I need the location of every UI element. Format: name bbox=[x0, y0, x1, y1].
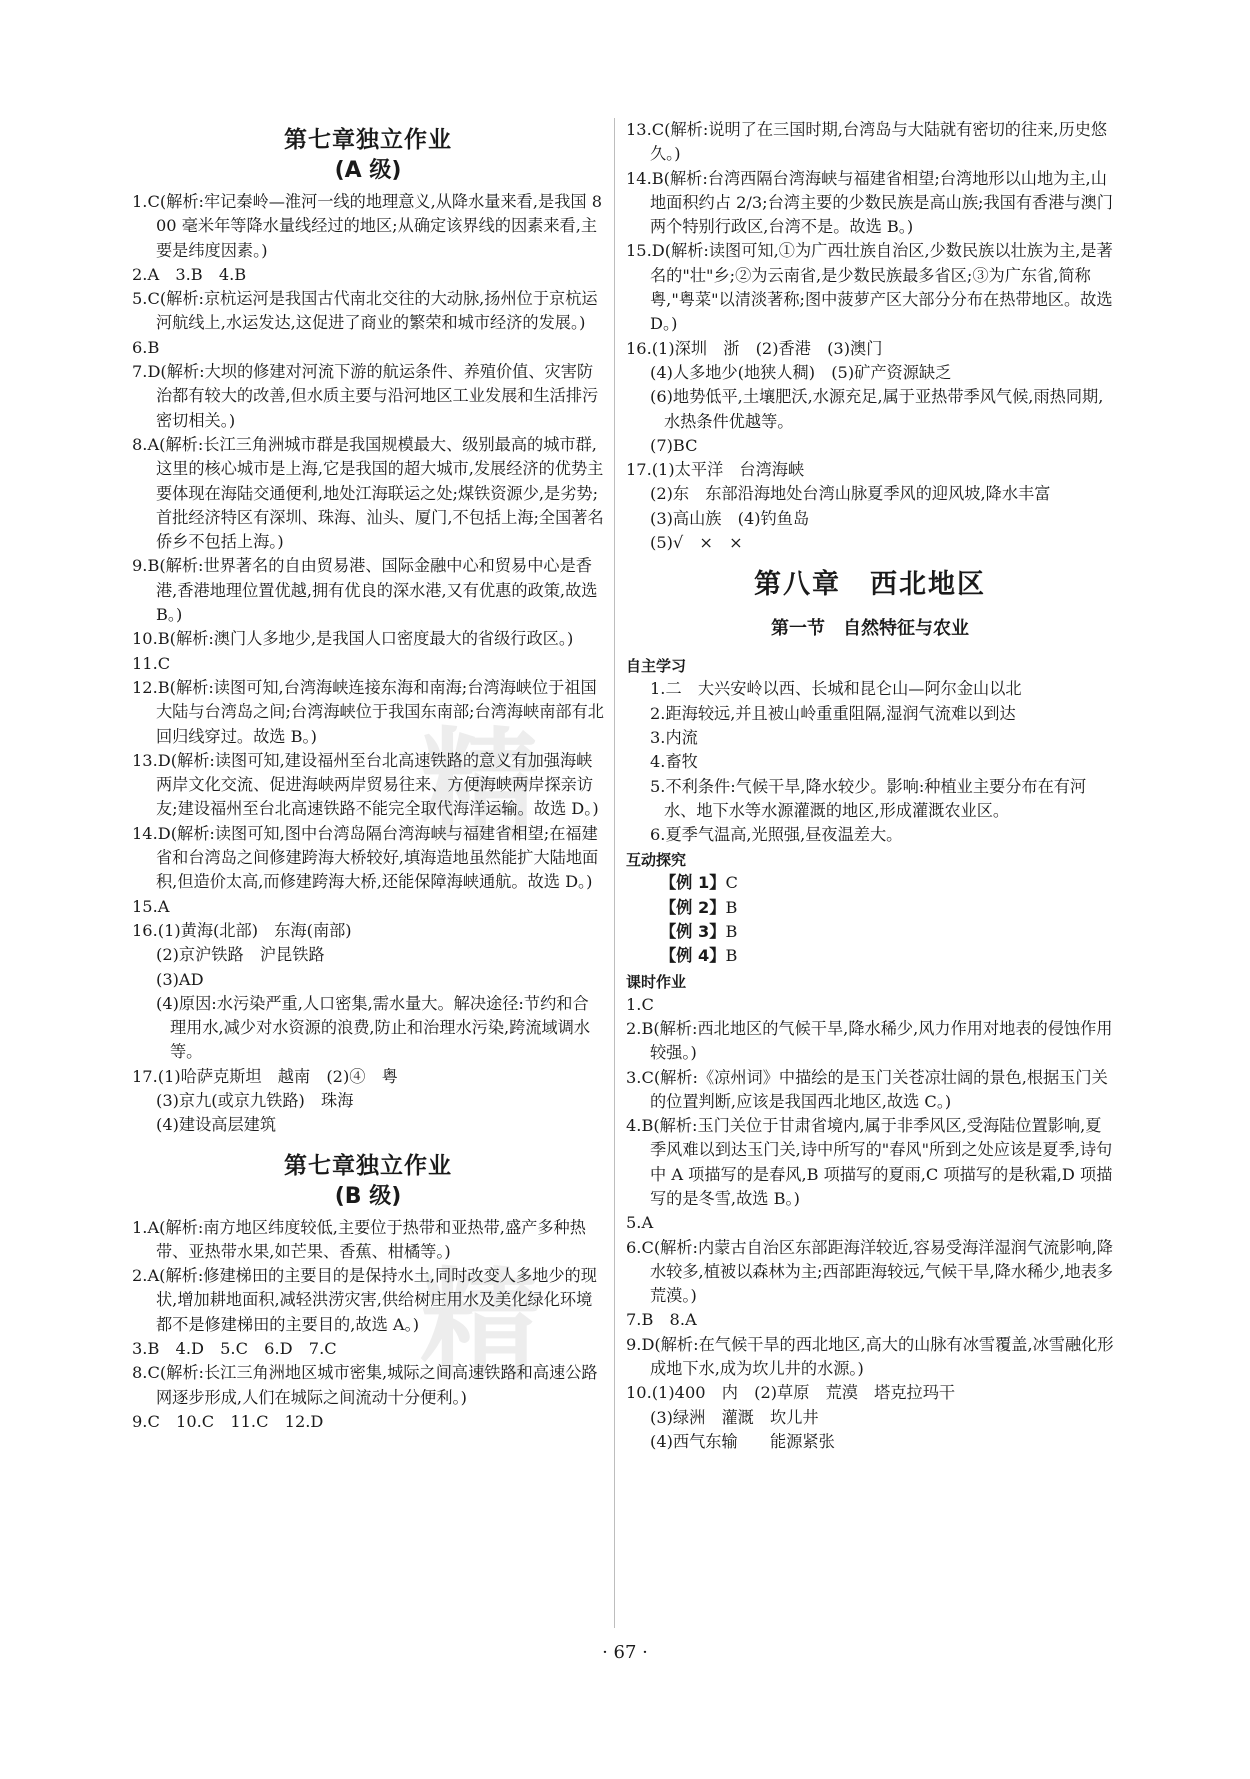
answer-item: 10.B(解析:澳门人多地少,是我国人口密度最大的省级行政区。) bbox=[132, 629, 574, 649]
list-item: 2.距海较远,并且被山岭重重阻隔,湿润气流难以到达 bbox=[650, 703, 1016, 723]
example-answer: C bbox=[725, 873, 738, 893]
list-item: 1.二 大兴安岭以西、长城和昆仑山—阿尔金山以北 bbox=[650, 679, 1022, 699]
answer-item: 14.D(解析:读图可知,图中台湾岛隔台湾海峡与福建省相望;在福建省和台湾岛之间修建跨海大桥较好,填海造地虽然能扩大陆地面积,但造价太高,而修建跨海大桥,还能保障海峡通航。故选 D。) bbox=[132, 823, 599, 892]
page-number: · 67 · bbox=[602, 1642, 648, 1663]
answer-line: (4)人多地少(地狭人稠) (5)矿产资源缺乏 bbox=[650, 362, 952, 382]
list-item: 3.内流 bbox=[650, 727, 698, 747]
left-column bbox=[132, 118, 604, 1434]
answer-item: 4.B(解析:玉门关位于甘肃省境内,属于非季风区,受海陆位置影响,夏季风难以到达玉门关,诗中所写的"春风"所到之处应该是夏季,诗句中 A 项描写的是春风,B 项描写的夏雨,C 项描写的是秋霜,D 项描写的是冬雪,故选 B。) bbox=[626, 1116, 1113, 1208]
keshi-list bbox=[626, 993, 1114, 1382]
example-answer: B bbox=[725, 897, 738, 917]
answer-item: 8.A(解析:长江三角洲城市群是我国规模最大、级别最高的城市群,这里的核心城市是上海,它是我国的超大城市,发展经济的优势主要体现在海陆交通便利,地处江海联运之处;煤铁资源少,是劣势;首批经济特区有深圳、珠海、汕头、厦门,不包括上海;全国著名侨乡不包括上海。) bbox=[132, 434, 604, 552]
examples-list bbox=[626, 871, 1114, 968]
example-answer: B bbox=[725, 946, 738, 966]
answer-line: (3)AD bbox=[156, 969, 204, 989]
hudong-label: 互动探究 bbox=[626, 851, 687, 870]
watermark-bottom: 精 bbox=[420, 1257, 550, 1396]
answer-item: 2.A 3.B 4.B bbox=[132, 264, 247, 284]
answer-item: 5.C(解析:京杭运河是我国古代南北交往的大动脉,扬州位于京杭运河航线上,水运发达,这促进了商业的繁荣和城市经济的发展。) bbox=[132, 289, 598, 333]
answer-line: (4)原因:水污染严重,人口密集,需水量大。解决途径:节约和合理用水,减少对水资源的浪费,防止和治理水污染,跨流域调水等。 bbox=[156, 993, 591, 1062]
answer-item: 7.B 8.A bbox=[626, 1310, 697, 1330]
answer-item: 12.B(解析:读图可知,台湾海峡连接东海和南海;台湾海峡位于祖国大陆与台湾岛之间;台湾海峡位于我国东南部;台湾海峡南部有北回归线穿过。故选 B。) bbox=[132, 677, 604, 746]
answer-item: 9.C 10.C 11.C 12.D bbox=[132, 1411, 324, 1431]
answer-line: (3)京九(或京九铁路) 珠海 bbox=[156, 1090, 354, 1110]
answer-line: (1)哈萨克斯坦 越南 (2)④ 粤 bbox=[157, 1066, 398, 1086]
answer-16-a bbox=[132, 919, 604, 1065]
answer-item: 8.C(解析:长江三角洲地区城市密集,城际之间高速铁路和高速公路网逐步形成,人们在城际之间流动十分便利。) bbox=[132, 1363, 598, 1407]
section-title: 第一节 自然特征与农业 bbox=[771, 618, 969, 640]
section-title-a: 第七章独立作业 bbox=[284, 127, 452, 153]
answer-line: (1)黄海(北部) 东海(南部) bbox=[157, 920, 352, 940]
watermark-top: 精 bbox=[420, 717, 550, 856]
answer-item: 5.A bbox=[626, 1213, 654, 1233]
answer-line: (2)京沪铁路 沪昆铁路 bbox=[156, 945, 325, 965]
example-answer: B bbox=[725, 922, 738, 942]
answer-line: (3)高山族 (4)钓鱼岛 bbox=[650, 508, 810, 528]
chapter-title: 第八章 西北地区 bbox=[754, 569, 986, 601]
example-item bbox=[626, 944, 1114, 968]
answer-line: 16.(1)深圳 浙 (2)香港 (3)澳门 bbox=[626, 338, 883, 358]
answer-item: 1.C(解析:牢记秦岭—淮河一线的地理意义,从降水量来看,是我国 800 毫米年等降水量线经过的地区;从确定该界线的因素来看,主要是纬度因素。) bbox=[132, 192, 603, 260]
answer-16-b bbox=[626, 337, 1114, 458]
answers-b-list bbox=[132, 1216, 604, 1435]
answer-item: 1.C bbox=[626, 994, 654, 1014]
list-item: 5.不利条件:气候干旱,降水较少。影响:种植业主要分布在有河水、地下水等水源灌溉的地区,形成灌溉农业区。 bbox=[650, 776, 1087, 820]
answer-item: 6.C(解析:内蒙古自治区东部距海洋较近,容易受海洋湿润气流影响,降水较多,植被以森林为主;西部距海较远,气候干旱,降水稀少,地表多荒漠。) bbox=[626, 1237, 1114, 1306]
answer-item: 6.B bbox=[132, 337, 160, 357]
answer-item: 15.A bbox=[132, 896, 170, 916]
answer-number: 17. bbox=[132, 1066, 158, 1086]
answer-line: (2)东 东部沿海地处台湾山脉夏季风的迎风坡,降水丰富 bbox=[650, 484, 1051, 504]
example-item bbox=[626, 920, 1114, 944]
answer-10 bbox=[626, 1381, 1114, 1454]
answer-line: (7)BC bbox=[650, 435, 698, 455]
answer-item: 11.C bbox=[132, 653, 171, 673]
column-divider bbox=[614, 118, 615, 1628]
answer-item: 15.D(解析:读图可知,①为广西壮族自治区,少数民族以壮族为主,是著名的"壮"乡;②为云南省,是少数民族最多省区;③为广东省,简称粤,"粤菜"以清淡著称;图中菠萝产区大部分分布在热带地区。故选 D。) bbox=[626, 241, 1113, 334]
answer-line: (3)绿洲 灌溉 坎儿井 bbox=[650, 1407, 819, 1427]
example-tag: 【例 1】 bbox=[660, 873, 726, 893]
example-tag: 【例 2】 bbox=[660, 897, 726, 917]
example-tag: 【例 4】 bbox=[660, 946, 726, 966]
answer-line: (5)√ × × bbox=[650, 533, 743, 553]
answer-item: 2.B(解析:西北地区的气候干旱,降水稀少,风力作用对地表的侵蚀作用较强。) bbox=[626, 1018, 1113, 1063]
answer-item: 14.B(解析:台湾西隔台湾海峡与福建省相望;台湾地形以山地为主,山地面积约占 2/3;台湾主要的少数民族是高山族;我国有香港与澳门两个特别行政区,台湾不是。故选 B。) bbox=[626, 168, 1113, 237]
answer-item: 9.D(解析:在气候干旱的西北地区,高大的山脉有冰雪覆盖,冰雪融化形成地下水,成为坎儿井的水源。) bbox=[626, 1334, 1114, 1379]
answer-item: 9.B(解析:世界著名的自由贸易港、国际金融中心和贸易中心是香港,香港地理位置优越,拥有优良的深水港,又有优惠的政策,故选 B。) bbox=[132, 556, 598, 625]
zizhu-label: 自主学习 bbox=[626, 657, 687, 676]
answer-line: 10.(1)400 内 (2)草原 荒漠 塔克拉玛干 bbox=[626, 1383, 956, 1403]
answer-line: (6)地势低平,土壤肥沃,水源充足,属于亚热带季风气候,雨热同期,水热条件优越等。 bbox=[650, 387, 1104, 431]
section-title-b: 第七章独立作业 bbox=[284, 1152, 452, 1179]
answer-line: (4)建设高层建筑 bbox=[156, 1115, 277, 1135]
answer-item: 3.B 4.D 5.C 6.D 7.C bbox=[132, 1339, 337, 1359]
example-item bbox=[626, 871, 1114, 895]
answer-line: (4)西气东输 能源紧张 bbox=[650, 1431, 835, 1451]
level-a-label: (A 级) bbox=[334, 158, 402, 183]
answer-17-a bbox=[132, 1065, 604, 1138]
list-item: 4.畜牧 bbox=[650, 752, 698, 772]
answer-number: 16. bbox=[132, 920, 158, 940]
answer-line: 17.(1)太平洋 台湾海峡 bbox=[626, 460, 805, 480]
answer-item: 3.C(解析:《凉州词》中描绘的是玉门关苍凉壮阔的景色,根据玉门关的位置判断,应该是我国西北地区,故选 C。) bbox=[626, 1067, 1108, 1111]
answer-item: 7.D(解析:大坝的修建对河流下游的航运条件、养殖价值、灾害防治都有较大的改善,但水质主要与沿河地区工业发展和生活排污密切相关。) bbox=[132, 362, 599, 430]
answer-17-b bbox=[626, 458, 1114, 555]
zizhu-list bbox=[626, 677, 1114, 847]
answer-item: 2.A(解析:修建梯田的主要目的是保持水土,同时改变人多地少的现状,增加耕地面积,减轻洪涝灾害,供给树庄用水及美化绿化环境都不是修建梯田的主要目的,故选 A。) bbox=[132, 1266, 597, 1334]
answer-item: 1.A(解析:南方地区纬度较低,主要位于热带和亚热带,盛产多种热带、亚热带水果,如芒果、香蕉、柑橘等。) bbox=[132, 1217, 586, 1261]
list-item: 6.夏季气温高,光照强,昼夜温差大。 bbox=[650, 825, 903, 845]
answers-b-continued bbox=[626, 118, 1114, 337]
level-b-label: (B 级) bbox=[334, 1183, 402, 1209]
answer-item: 13.C(解析:说明了在三国时期,台湾岛与大陆就有密切的往来,历史悠久。) bbox=[626, 120, 1108, 164]
right-column bbox=[626, 118, 1114, 1454]
answer-item: 13.D(解析:读图可知,建设福州至台北高速铁路的意义有加强海峡两岸文化交流、促进海峡两岸贸易往来、方便海峡两岸探亲访友;建设福州至台北高速铁路不能完全取代海洋运输。故选 D。) bbox=[132, 750, 599, 819]
example-tag: 【例 3】 bbox=[660, 922, 726, 942]
keshi-label: 课时作业 bbox=[626, 972, 687, 991]
answers-a-list bbox=[132, 190, 604, 919]
example-item bbox=[626, 896, 1114, 920]
